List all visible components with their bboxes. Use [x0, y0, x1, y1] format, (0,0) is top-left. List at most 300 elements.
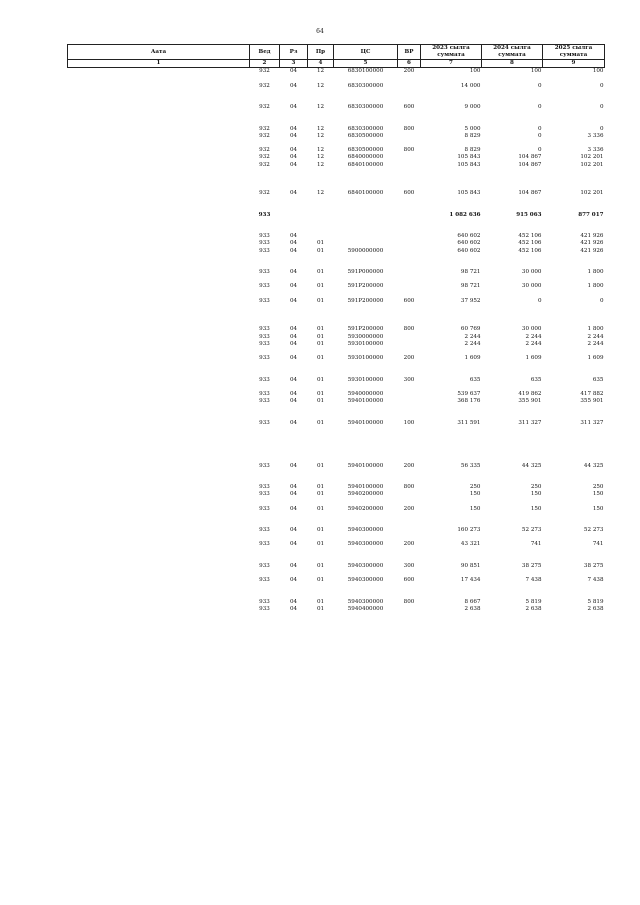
row-amount-2024: 635: [530, 376, 542, 383]
table-row: [68, 355, 605, 377]
row-pr: 01: [316, 484, 325, 491]
row-name: [68, 334, 250, 341]
row-pr: 01: [316, 398, 325, 405]
row-ved: 932: [259, 132, 270, 139]
row-name: [68, 162, 250, 191]
row-amount-2023: 640 602: [457, 240, 481, 247]
row-rz: 04: [289, 598, 298, 605]
row-name: [68, 420, 250, 463]
table-row: [68, 248, 605, 270]
row-amount-2023: 90 851: [460, 562, 481, 569]
row-ved: 933: [259, 326, 270, 333]
row-amount-2024: 452 106: [518, 240, 542, 247]
row-amount-2023: 105 843: [457, 161, 481, 168]
row-ved: 932: [259, 82, 270, 89]
row-cs: 5940300000: [347, 598, 384, 605]
table-row: [68, 68, 605, 83]
row-vr: 200: [403, 462, 415, 469]
row-ved: 932: [259, 104, 270, 111]
row-pr: 01: [316, 419, 325, 426]
row-rz: 04: [289, 541, 298, 548]
row-vr: 300: [403, 376, 415, 383]
row-pr: 01: [316, 376, 325, 383]
row-ved: 933: [259, 355, 270, 362]
row-ved: 932: [259, 154, 270, 161]
row-pr: 01: [316, 355, 325, 362]
row-amount-2025: 44 325: [583, 462, 604, 469]
table-row: [68, 283, 605, 297]
row-cs: 5940300000: [347, 562, 384, 569]
row-amount-2024: 100: [530, 68, 542, 75]
row-cs: 5940200000: [347, 505, 384, 512]
row-ved: 933: [259, 297, 270, 304]
row-cs: [334, 240, 398, 247]
row-name: [68, 506, 250, 528]
row-amount-2023: 105 843: [457, 154, 481, 161]
row-cs: 6840100000: [347, 190, 384, 197]
table-row: [68, 240, 605, 247]
row-amount-2025: 355 901: [580, 398, 604, 405]
row-vr: 600: [403, 190, 415, 197]
row-amount-2024: 452 106: [518, 247, 542, 254]
row-name: [68, 341, 250, 355]
row-amount-2024: 0: [537, 125, 542, 132]
row-vr: [398, 491, 421, 505]
row-vr: [398, 233, 421, 240]
row-vr: 800: [403, 147, 415, 154]
row-amount-2024: 38 275: [521, 562, 542, 569]
row-amount-2024: 355 901: [518, 398, 542, 405]
row-vr: 300: [403, 562, 415, 569]
row-vr: 100: [403, 419, 415, 426]
column-number: 5: [334, 60, 398, 68]
header-amount-2024: 2024 сылга суммата: [482, 45, 543, 60]
row-pr: 01: [316, 527, 325, 534]
row-amount-2024: 0: [537, 82, 542, 89]
row-rz: 04: [289, 462, 298, 469]
row-amount-2023: 56 335: [460, 462, 481, 469]
row-name: [68, 355, 250, 377]
row-vr: 200: [403, 68, 415, 75]
row-cs: 5940100000: [347, 484, 384, 491]
row-amount-2025: 102 201: [580, 161, 604, 168]
row-amount-2024: 7 438: [525, 577, 542, 584]
row-name: [68, 269, 250, 283]
row-ved: 933: [259, 605, 270, 612]
column-number: 1: [68, 60, 250, 68]
row-ved: 933: [259, 390, 270, 397]
row-vr: 200: [403, 505, 415, 512]
row-rz: 04: [289, 233, 298, 240]
header-ved: Вед: [250, 45, 280, 60]
row-pr: 01: [316, 562, 325, 569]
row-amount-2024: 150: [530, 505, 542, 512]
column-number: 3: [280, 60, 308, 68]
row-ved: 933: [259, 598, 270, 605]
row-amount-2024: 741: [530, 541, 542, 548]
row-amount-2023: 60 769: [460, 326, 481, 333]
row-ved: 933: [259, 491, 270, 498]
row-name: [68, 491, 250, 505]
row-amount-2024: 419 862: [518, 390, 542, 397]
row-name: [68, 326, 250, 333]
row-name: [68, 147, 250, 154]
column-number: 7: [421, 60, 482, 68]
row-name: [68, 83, 250, 105]
row-name: [68, 563, 250, 577]
row-cs: 591P200000: [347, 297, 384, 304]
row-rz: 04: [289, 505, 298, 512]
row-amount-2025: 150: [592, 505, 604, 512]
row-vr: [398, 133, 421, 147]
column-number: 2: [250, 60, 280, 68]
row-rz: 04: [289, 132, 298, 139]
row-ved: 933: [259, 562, 270, 569]
row-pr: 01: [316, 491, 325, 498]
row-name: [68, 283, 250, 297]
row-pr: [308, 233, 334, 240]
row-amount-2025: 741: [592, 541, 604, 548]
row-cs: 6830500000: [347, 132, 384, 139]
row-pr: 12: [316, 125, 325, 132]
header-amount-2025: 2025 сылга суммата: [543, 45, 605, 60]
row-amount-2023: 8 829: [464, 132, 481, 139]
row-vr: [398, 527, 421, 541]
row-rz: 04: [289, 297, 298, 304]
header-amount-2023: 2023 сылга суммата: [421, 45, 482, 60]
row-vr: [398, 341, 421, 355]
row-ved: 933: [259, 462, 270, 469]
row-amount-2025: 100: [592, 68, 604, 75]
row-name: [68, 391, 250, 398]
header-pr: Пр: [308, 45, 334, 60]
table-row: [68, 334, 605, 341]
row-amount-2023: 2 244: [464, 340, 481, 347]
row-cs: 591P000000: [347, 269, 384, 276]
row-cs: 6830300000: [347, 82, 384, 89]
row-pr: 01: [316, 240, 325, 247]
row-rz: 04: [289, 190, 298, 197]
row-name: [68, 104, 250, 126]
row-rz: 04: [289, 247, 298, 254]
row-amount-2024: 0: [537, 297, 542, 304]
row-amount-2024: 2 244: [525, 333, 542, 340]
row-name: [68, 377, 250, 391]
row-name: [68, 484, 250, 491]
row-pr: 01: [316, 297, 325, 304]
table-row: [68, 484, 605, 491]
row-amount-2023: 100: [469, 68, 481, 75]
row-name: [68, 599, 250, 606]
row-ved: 932: [259, 190, 270, 197]
row-amount-2023: 5 000: [464, 125, 481, 132]
row-amount-2023: 2 638: [464, 605, 481, 612]
row-ved: 933: [259, 340, 270, 347]
row-amount-2025: 2 244: [587, 333, 604, 340]
row-amount-2025: 38 275: [583, 562, 604, 569]
row-amount-2025: 150: [592, 491, 604, 498]
budget-table: [67, 44, 605, 620]
row-amount-2024: 104 867: [518, 154, 542, 161]
row-ved: 933: [259, 233, 270, 240]
header-vr: ВР: [398, 45, 421, 60]
table-header-row: [68, 45, 605, 60]
row-pr: 01: [316, 505, 325, 512]
row-ved: 932: [259, 68, 270, 75]
row-name: [68, 240, 250, 247]
row-vr: 200: [403, 541, 415, 548]
page-number: 64: [316, 28, 324, 35]
row-amount-2025: 2 638: [587, 605, 604, 612]
row-amount-2025: 250: [592, 484, 604, 491]
row-cs: 5900000000: [347, 247, 384, 254]
table-row: [68, 104, 605, 126]
row-vr: 200: [403, 355, 415, 362]
row-cs: 5940200000: [347, 491, 384, 498]
table-row: [68, 83, 605, 105]
row-vr: [398, 162, 421, 191]
table-row: [68, 126, 605, 133]
table-row: [68, 269, 605, 283]
row-cs: 6830300000: [347, 104, 384, 111]
row-rz: 04: [289, 68, 298, 75]
table-row: [68, 463, 605, 485]
row-vr: 800: [403, 125, 415, 132]
row-pr: 12: [316, 132, 325, 139]
table-row: [68, 233, 605, 240]
row-rz: 04: [289, 562, 298, 569]
row-ved: 933: [259, 484, 270, 491]
header-cs: ЦС: [334, 45, 398, 60]
table-row: [68, 541, 605, 563]
row-amount-2024: 250: [530, 484, 542, 491]
row-cs: 5940300000: [347, 527, 384, 534]
row-cs: 6840000000: [347, 154, 384, 161]
row-name: [68, 212, 250, 234]
row-vr: 800: [403, 484, 415, 491]
row-name: [68, 298, 250, 327]
row-pr: 12: [316, 68, 325, 75]
row-pr: 01: [316, 326, 325, 333]
row-cs: 5940300000: [347, 577, 384, 584]
row-ved: 932: [259, 147, 270, 154]
column-number: 9: [543, 60, 605, 68]
row-ved: 933: [259, 527, 270, 534]
table-row: [68, 491, 605, 505]
row-vr: [398, 248, 421, 270]
row-name: [68, 154, 250, 161]
row-ved: 933: [259, 376, 270, 383]
row-pr: 12: [316, 154, 325, 161]
row-name: [68, 527, 250, 541]
row-vr: [398, 212, 421, 234]
row-amount-2023: 9 000: [464, 104, 481, 111]
row-rz: 04: [289, 577, 298, 584]
row-cs: 5930100000: [347, 376, 384, 383]
row-amount-2025: 417 882: [580, 390, 604, 397]
row-ved: 932: [259, 161, 270, 168]
table-row: [68, 212, 605, 234]
row-rz: 04: [289, 484, 298, 491]
row-name: [68, 126, 250, 133]
table-row: [68, 398, 605, 420]
row-ved: 933: [259, 505, 270, 512]
table-row: [68, 162, 605, 191]
row-vr: [398, 83, 421, 105]
column-number: 4: [308, 60, 334, 68]
table-row: [68, 527, 605, 541]
table-row: [68, 341, 605, 355]
row-rz: 04: [289, 333, 298, 340]
row-cs: 6830500000: [347, 147, 384, 154]
row-pr: 01: [316, 541, 325, 548]
row-cs: [334, 212, 398, 234]
row-amount-2023: 98 721: [460, 269, 481, 276]
row-amount-2025: 0: [599, 125, 604, 132]
row-amount-2023: 368 176: [457, 398, 481, 405]
table-row: [68, 563, 605, 577]
row-vr: 600: [403, 297, 415, 304]
row-pr: 01: [316, 390, 325, 397]
row-amount-2024: 150: [530, 491, 542, 498]
row-amount-2023: 14 000: [460, 82, 481, 89]
row-name: [68, 577, 250, 599]
row-vr: 600: [403, 104, 415, 111]
row-ved: 933: [259, 240, 270, 247]
row-rz: 04: [289, 125, 298, 132]
table-row: [68, 420, 605, 463]
column-number: 8: [482, 60, 543, 68]
row-pr: 01: [316, 605, 325, 612]
row-amount-2025: 3 336: [587, 132, 604, 139]
row-rz: 04: [289, 154, 298, 161]
row-name: [68, 133, 250, 147]
row-amount-2023: 150: [469, 491, 481, 498]
row-pr: 01: [316, 340, 325, 347]
row-amount-2024: 104 867: [518, 190, 542, 197]
table-row: [68, 506, 605, 528]
row-ved: 933: [259, 398, 270, 405]
table-row: [68, 154, 605, 161]
row-vr: [398, 391, 421, 398]
row-amount-2023: 311 591: [457, 419, 481, 426]
row-ved: 933: [259, 283, 270, 290]
row-amount-2025: 1 800: [587, 326, 604, 333]
row-name: [68, 68, 250, 83]
row-amount-2024: 44 325: [521, 462, 542, 469]
row-amount-2023: 105 843: [457, 190, 481, 197]
row-rz: 04: [289, 527, 298, 534]
row-rz: 04: [289, 605, 298, 612]
table-row: [68, 577, 605, 599]
row-vr: [398, 154, 421, 161]
row-rz: 04: [289, 240, 298, 247]
row-pr: 01: [316, 269, 325, 276]
row-name: [68, 398, 250, 420]
row-ved: 933: [259, 333, 270, 340]
row-amount-2023: 150: [469, 505, 481, 512]
row-vr: 600: [403, 577, 415, 584]
row-amount-2025: 102 201: [580, 190, 604, 197]
row-amount-2024: 2 638: [525, 605, 542, 612]
row-ved: 933: [259, 269, 270, 276]
row-amount-2025: 1 609: [587, 355, 604, 362]
row-cs: [334, 233, 398, 240]
row-amount-2025: 0: [599, 297, 604, 304]
row-amount-2025: 1 800: [587, 283, 604, 290]
row-rz: 04: [289, 398, 298, 405]
row-cs: 6830300000: [347, 125, 384, 132]
row-amount-2023: 98 721: [460, 283, 481, 290]
row-cs: 6830100000: [347, 68, 384, 75]
row-rz: 04: [289, 340, 298, 347]
row-pr: 12: [316, 190, 325, 197]
header-name: Аата: [68, 45, 250, 60]
row-cs: 5940000000: [347, 390, 384, 397]
row-amount-2024: 30 000: [521, 283, 542, 290]
row-cs: 5940100000: [347, 419, 384, 426]
row-amount-2025: 421 926: [580, 240, 604, 247]
column-number: 6: [398, 60, 421, 68]
row-cs: 6840100000: [347, 161, 384, 168]
row-ved: 933: [259, 577, 270, 584]
row-rz: 04: [289, 376, 298, 383]
row-amount-2023: 37 952: [460, 297, 481, 304]
row-cs: 591P200000: [347, 283, 384, 290]
row-amount-2024: 52 273: [521, 527, 542, 534]
row-amount-2023: 640 602: [457, 247, 481, 254]
row-name: [68, 463, 250, 485]
row-rz: 04: [289, 355, 298, 362]
row-rz: 04: [289, 161, 298, 168]
row-amount-2023: 539 637: [457, 390, 481, 397]
table-row: [68, 326, 605, 333]
row-amount-2023: 43 321: [460, 541, 481, 548]
row-amount-2024: 30 000: [521, 269, 542, 276]
row-amount-2023: 250: [469, 484, 481, 491]
row-pr: 01: [316, 283, 325, 290]
row-amount-2023: 1 609: [464, 355, 481, 362]
row-amount-2025: 421 926: [580, 247, 604, 254]
row-vr: [398, 283, 421, 297]
row-cs: 5930100000: [347, 355, 384, 362]
row-amount-2025: 1 800: [587, 269, 604, 276]
row-pr: 01: [316, 577, 325, 584]
table-row: [68, 133, 605, 147]
row-cs: 5930100000: [347, 340, 384, 347]
row-rz: 04: [289, 390, 298, 397]
row-amount-2025: 635: [592, 376, 604, 383]
row-amount-2024: 2 244: [525, 340, 542, 347]
row-pr: 01: [316, 462, 325, 469]
row-amount-2024: 30 000: [521, 326, 542, 333]
row-vr: [398, 398, 421, 420]
row-name: [68, 190, 250, 212]
row-rz: 04: [289, 147, 298, 154]
row-rz: 04: [289, 326, 298, 333]
row-amount-2023: 160 273: [457, 527, 481, 534]
row-pr: 01: [316, 598, 325, 605]
row-amount-2025: 3 336: [587, 147, 604, 154]
row-pr: 12: [316, 82, 325, 89]
row-ved: 933: [259, 541, 270, 548]
table-row: [68, 391, 605, 398]
row-amount-2023: 8 667: [464, 598, 481, 605]
row-ved: 932: [259, 125, 270, 132]
row-amount-2023: 2 244: [464, 333, 481, 340]
row-pr: 01: [316, 247, 325, 254]
row-name: [68, 541, 250, 563]
